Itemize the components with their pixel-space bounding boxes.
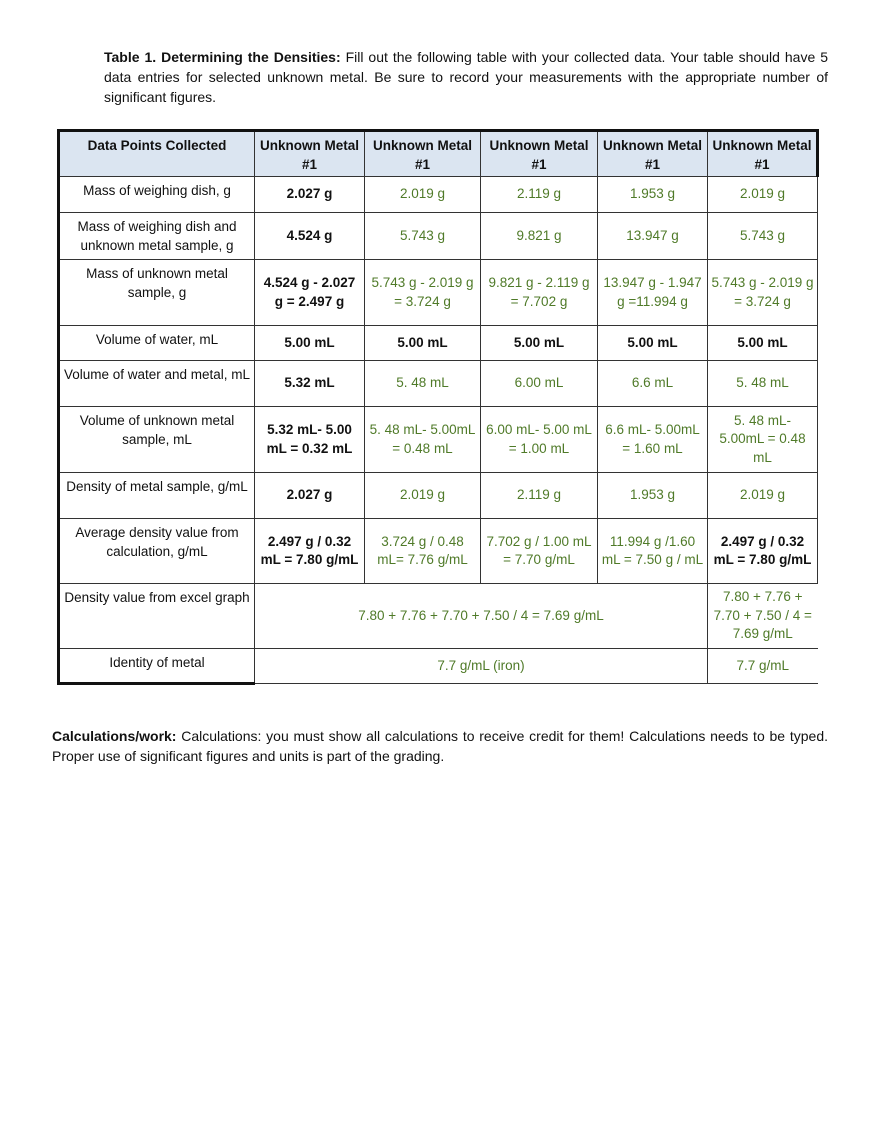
table-cell: 1.953 g bbox=[598, 177, 708, 213]
header-metal-1: Unknown Metal #1 bbox=[255, 131, 365, 177]
table-cell: 9.821 g - 2.119 g = 7.702 g bbox=[481, 260, 598, 326]
table-cell: 5.00 mL bbox=[708, 326, 818, 361]
table-instructions bbox=[104, 47, 828, 107]
row-label: Average density value from calculation, g/mL bbox=[59, 519, 255, 584]
table-cell: 5. 48 mL bbox=[708, 361, 818, 407]
table-cell: 5. 48 mL bbox=[365, 361, 481, 407]
row-label: Volume of unknown metal sample, mL bbox=[59, 407, 255, 473]
table-cell: 5.00 mL bbox=[598, 326, 708, 361]
table-cell: 4.524 g - 2.027 g = 2.497 g bbox=[255, 260, 365, 326]
row-label: Density of metal sample, g/mL bbox=[59, 473, 255, 519]
table-cell: 2.027 g bbox=[255, 177, 365, 213]
row-label: Volume of water, mL bbox=[59, 326, 255, 361]
table-row bbox=[59, 473, 818, 519]
table-cell: 2.119 g bbox=[481, 473, 598, 519]
table-cell: 7.702 g / 1.00 mL = 7.70 g/mL bbox=[481, 519, 598, 584]
row-label: Mass of weighing dish and unknown metal sample, g bbox=[59, 213, 255, 260]
calculations-title: Calculations/work: bbox=[52, 728, 177, 744]
table-cell: 2.019 g bbox=[365, 473, 481, 519]
table-row bbox=[59, 260, 818, 326]
row-label: Identity of metal bbox=[59, 649, 255, 684]
table-cell: 6.6 mL bbox=[598, 361, 708, 407]
header-metal-4: Unknown Metal #1 bbox=[598, 131, 708, 177]
table-cell: 5.32 mL- 5.00 mL = 0.32 mL bbox=[255, 407, 365, 473]
table-cell: 2.497 g / 0.32 mL = 7.80 g/mL bbox=[255, 519, 365, 584]
table-header-row bbox=[59, 131, 818, 177]
table-cell: 6.6 mL- 5.00mL = 1.60 mL bbox=[598, 407, 708, 473]
header-data-points: Data Points Collected bbox=[59, 131, 255, 177]
table-cell: 5.32 mL bbox=[255, 361, 365, 407]
header-metal-3: Unknown Metal #1 bbox=[481, 131, 598, 177]
table-cell: 2.019 g bbox=[365, 177, 481, 213]
table-row bbox=[59, 519, 818, 584]
table-cell: 6.00 mL- 5.00 mL = 1.00 mL bbox=[481, 407, 598, 473]
header-metal-2: Unknown Metal #1 bbox=[365, 131, 481, 177]
excel-density-merged-cell: 7.80 + 7.76 + 7.70 + 7.50 / 4 = 7.69 g/mL bbox=[255, 584, 708, 649]
table-cell: 2.027 g bbox=[255, 473, 365, 519]
table-cell: 11.994 g /1.60 mL = 7.50 g / mL bbox=[598, 519, 708, 584]
table-cell: 5.743 g bbox=[365, 213, 481, 260]
table-cell: 5.00 mL bbox=[365, 326, 481, 361]
table-row bbox=[59, 649, 818, 684]
table-cell: 3.724 g / 0.48 mL= 7.76 g/mL bbox=[365, 519, 481, 584]
table-cell: 2.019 g bbox=[708, 473, 818, 519]
table-cell: 9.821 g bbox=[481, 213, 598, 260]
row-label: Mass of unknown metal sample, g bbox=[59, 260, 255, 326]
row-label: Density value from excel graph bbox=[59, 584, 255, 649]
table-row bbox=[59, 177, 818, 213]
table-cell: 5.743 g - 2.019 g = 3.724 g bbox=[708, 260, 818, 326]
table-row bbox=[59, 361, 818, 407]
table-cell: 5.00 mL bbox=[255, 326, 365, 361]
header-metal-5: Unknown Metal #1 bbox=[708, 131, 818, 177]
table-cell: 2.019 g bbox=[708, 177, 818, 213]
table-cell: 6.00 mL bbox=[481, 361, 598, 407]
table-cell: 13.947 g bbox=[598, 213, 708, 260]
table-cell: 2.119 g bbox=[481, 177, 598, 213]
table-cell: 5.00 mL bbox=[481, 326, 598, 361]
densities-table bbox=[57, 129, 819, 685]
row-label: Volume of water and metal, mL bbox=[59, 361, 255, 407]
table-cell: 5. 48 mL- 5.00mL = 0.48 mL bbox=[365, 407, 481, 473]
metal-identity-merged-cell: 7.7 g/mL (iron) bbox=[255, 649, 708, 684]
table-cell: 5. 48 mL- 5.00mL = 0.48 mL bbox=[708, 407, 818, 473]
calculations-text: Calculations: you must show all calculations to receive credit for them! Calculations needs to be typed. Proper use of significant figures and units is part of the grading. bbox=[52, 728, 828, 764]
excel-density-last-cell: 7.80 + 7.76 + 7.70 + 7.50 / 4 = 7.69 g/mL bbox=[708, 584, 818, 649]
table-row bbox=[59, 584, 818, 649]
instructions-text: Fill out the following table with your collected data. Your table should have 5 data entries for selected unknown metal. Be sure to record your measurements with the appropriate number of significant figures. bbox=[104, 49, 828, 105]
table-cell: 1.953 g bbox=[598, 473, 708, 519]
table-row bbox=[59, 213, 818, 260]
table-cell: 4.524 g bbox=[255, 213, 365, 260]
table-cell: 5.743 g bbox=[708, 213, 818, 260]
table-title: Table 1. Determining the Densities: bbox=[104, 49, 341, 65]
table-row bbox=[59, 407, 818, 473]
row-label: Mass of weighing dish, g bbox=[59, 177, 255, 213]
table-cell: 5.743 g - 2.019 g = 3.724 g bbox=[365, 260, 481, 326]
metal-identity-last-cell: 7.7 g/mL bbox=[708, 649, 818, 684]
table-cell: 13.947 g - 1.947 g =11.994 g bbox=[598, 260, 708, 326]
table-cell: 2.497 g / 0.32 mL = 7.80 g/mL bbox=[708, 519, 818, 584]
calculations-section bbox=[52, 726, 828, 766]
table-row bbox=[59, 326, 818, 361]
